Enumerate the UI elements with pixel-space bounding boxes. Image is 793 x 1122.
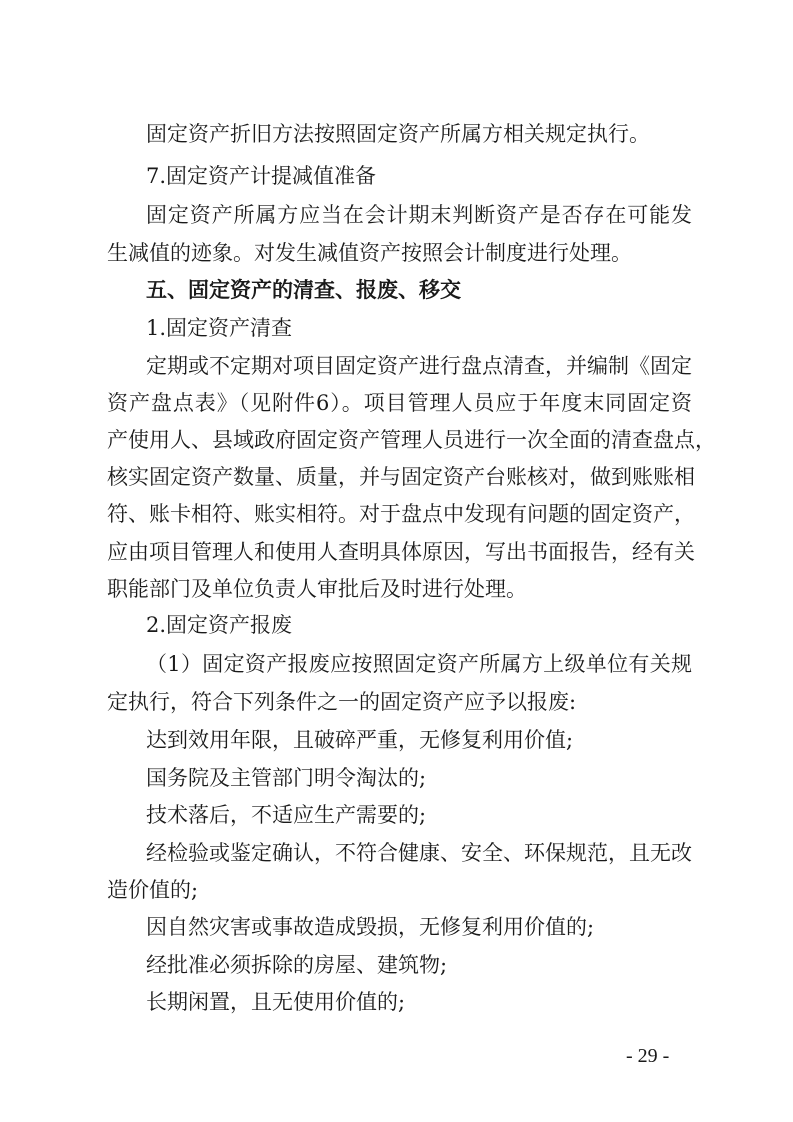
subsection-heading: 7.固定资产计提减值准备 [146, 164, 377, 188]
list-item-continuation: 造价值的; [107, 878, 199, 902]
body-paragraph: 固定资产所属方应当在会计期末判断资产是否存在可能发 [146, 203, 692, 227]
subsection-heading: 2.固定资产报废 [146, 613, 293, 637]
list-item: 技术落后，不适应生产需要的; [146, 803, 427, 827]
list-item: 国务院及主管部门明令淘汰的; [146, 766, 427, 790]
body-paragraph: （1）固定资产报废应按照固定资产所属方上级单位有关规 [146, 652, 692, 676]
body-paragraph-continuation: 职能部门及单位负责人审批后及时进行处理。 [107, 577, 527, 601]
body-paragraph-continuation: 定执行，符合下列条件之一的固定资产应予以报废: [107, 690, 577, 714]
section-heading: 五、固定资产的清查、报废、移交 [146, 278, 461, 302]
list-item: 经检验或鉴定确认，不符合健康、安全、环保规范，且无改 [146, 841, 692, 865]
list-item: 达到效用年限，且破碎严重，无修复利用价值; [146, 728, 574, 752]
page-number: - 29 - [626, 1045, 670, 1067]
body-paragraph-continuation: 应由项目管理人和使用人查明具体原因，写出书面报告，经有关 [107, 540, 695, 564]
body-paragraph-continuation: 生减值的迹象。对发生减值资产按照会计制度进行处理。 [107, 241, 632, 265]
subsection-heading: 1.固定资产清查 [146, 316, 293, 340]
body-paragraph-continuation: 核实固定资产数量、质量，并与固定资产台账核对，做到账账相 [107, 465, 695, 489]
body-paragraph-continuation: 符、账卡相符、账实相符。对于盘点中发现有问题的固定资产， [107, 502, 695, 526]
list-item: 因自然灾害或事故造成毁损，无修复利用价值的; [146, 915, 595, 939]
body-paragraph: 固定资产折旧方法按照固定资产所属方相关规定执行。 [146, 122, 650, 146]
body-paragraph-continuation: 资产盘点表》（见附件6）。项目管理人员应于年度末同固定资 [107, 391, 692, 415]
body-paragraph-continuation: 产使用人、县域政府固定资产管理人员进行一次全面的清查盘点， [107, 428, 716, 452]
body-paragraph: 定期或不定期对项目固定资产进行盘点清查，并编制《固定 [146, 354, 692, 378]
list-item: 长期闲置，且无使用价值的; [146, 990, 406, 1014]
list-item: 经批准必须拆除的房屋、建筑物; [146, 953, 448, 977]
